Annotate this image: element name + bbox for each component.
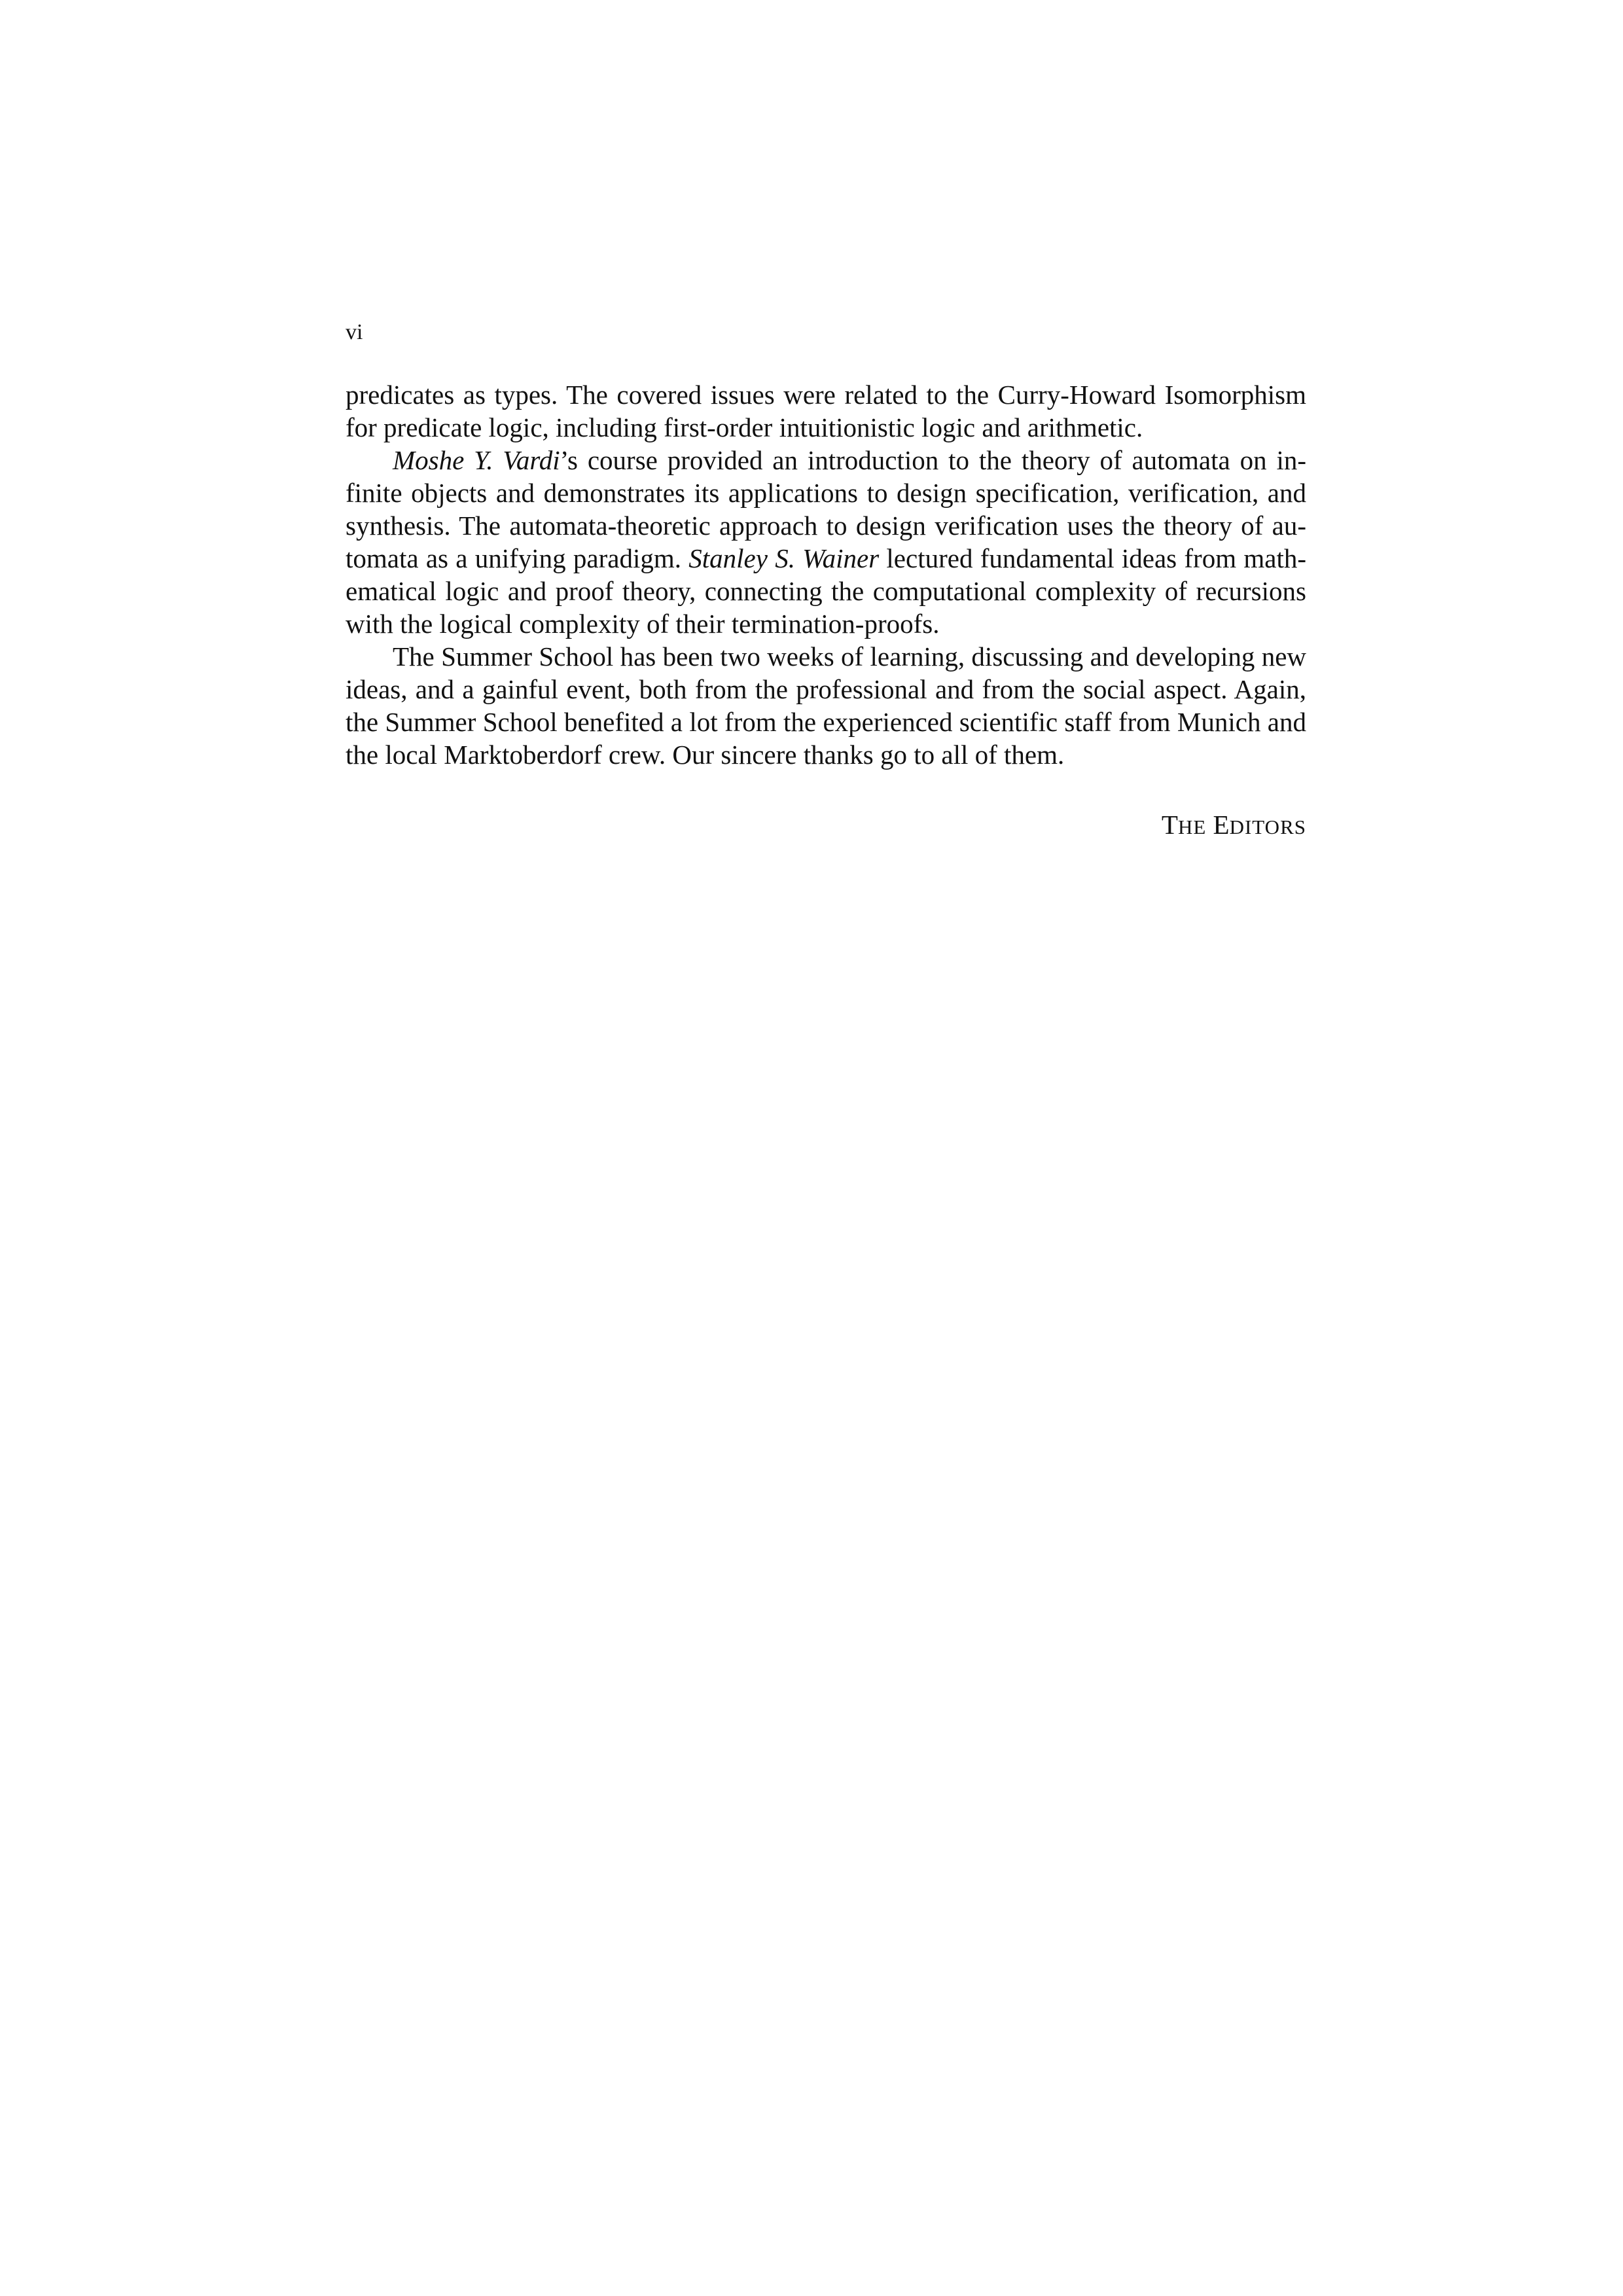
author-name-vardi: Moshe Y. Vardi bbox=[393, 445, 560, 475]
paragraph-3-line-3: the Summer School benefited a lot from the experienced scientific staff from Munich and bbox=[346, 707, 1306, 737]
paragraph-2-line-1-rest: ’s course provided an introduction to the theory of automata on in- bbox=[560, 445, 1306, 475]
body-text bbox=[346, 378, 1306, 771]
paragraph-2-line-5: ematical logic and proof theory, connecting the computational complexity of recursions bbox=[346, 576, 1306, 606]
signature-initial-t: T bbox=[1161, 810, 1178, 840]
signature-initial-e: E bbox=[1213, 810, 1230, 840]
paragraph-1-line-1: predicates as types. The covered issues were related to the Curry-Howard Isomorphism bbox=[346, 380, 1306, 410]
paragraph-3-line-4: the local Marktoberdorf crew. Our sincere thanks go to all of them. bbox=[346, 740, 1065, 770]
paragraph-3-line-1: The Summer School has been two weeks of learning, discussing and developing new bbox=[393, 641, 1306, 672]
paragraph-2-line-3: synthesis. The automata-theoretic approach to design verification uses the theory of au- bbox=[346, 511, 1306, 541]
paragraph-2-line-1 bbox=[346, 444, 1306, 476]
paragraph-2-line-4 bbox=[346, 542, 1306, 575]
paragraph-2-line-4-before: tomata as a unifying paradigm. bbox=[346, 543, 689, 573]
signature bbox=[1162, 808, 1306, 844]
paragraph-1-line-2: for predicate logic, including first-order intuitionistic logic and arithmetic. bbox=[346, 412, 1143, 442]
signature-word-1-rest: HE bbox=[1177, 816, 1207, 838]
paragraph-2-line-2: finite objects and demonstrates its applications to design specification, verification, and bbox=[346, 478, 1306, 508]
page-number: vi bbox=[346, 320, 363, 344]
paragraph-3-line-2: ideas, and a gainful event, both from the professional and from the social aspect. Again, bbox=[346, 674, 1306, 704]
paragraph-2-line-6: with the logical complexity of their termination-proofs. bbox=[346, 609, 940, 639]
author-name-wainer: Stanley S. Wainer bbox=[688, 543, 880, 573]
signature-word-2-rest: DITORS bbox=[1229, 816, 1306, 838]
paragraph-2-line-4-after: lectured fundamental ideas from math- bbox=[879, 543, 1306, 573]
